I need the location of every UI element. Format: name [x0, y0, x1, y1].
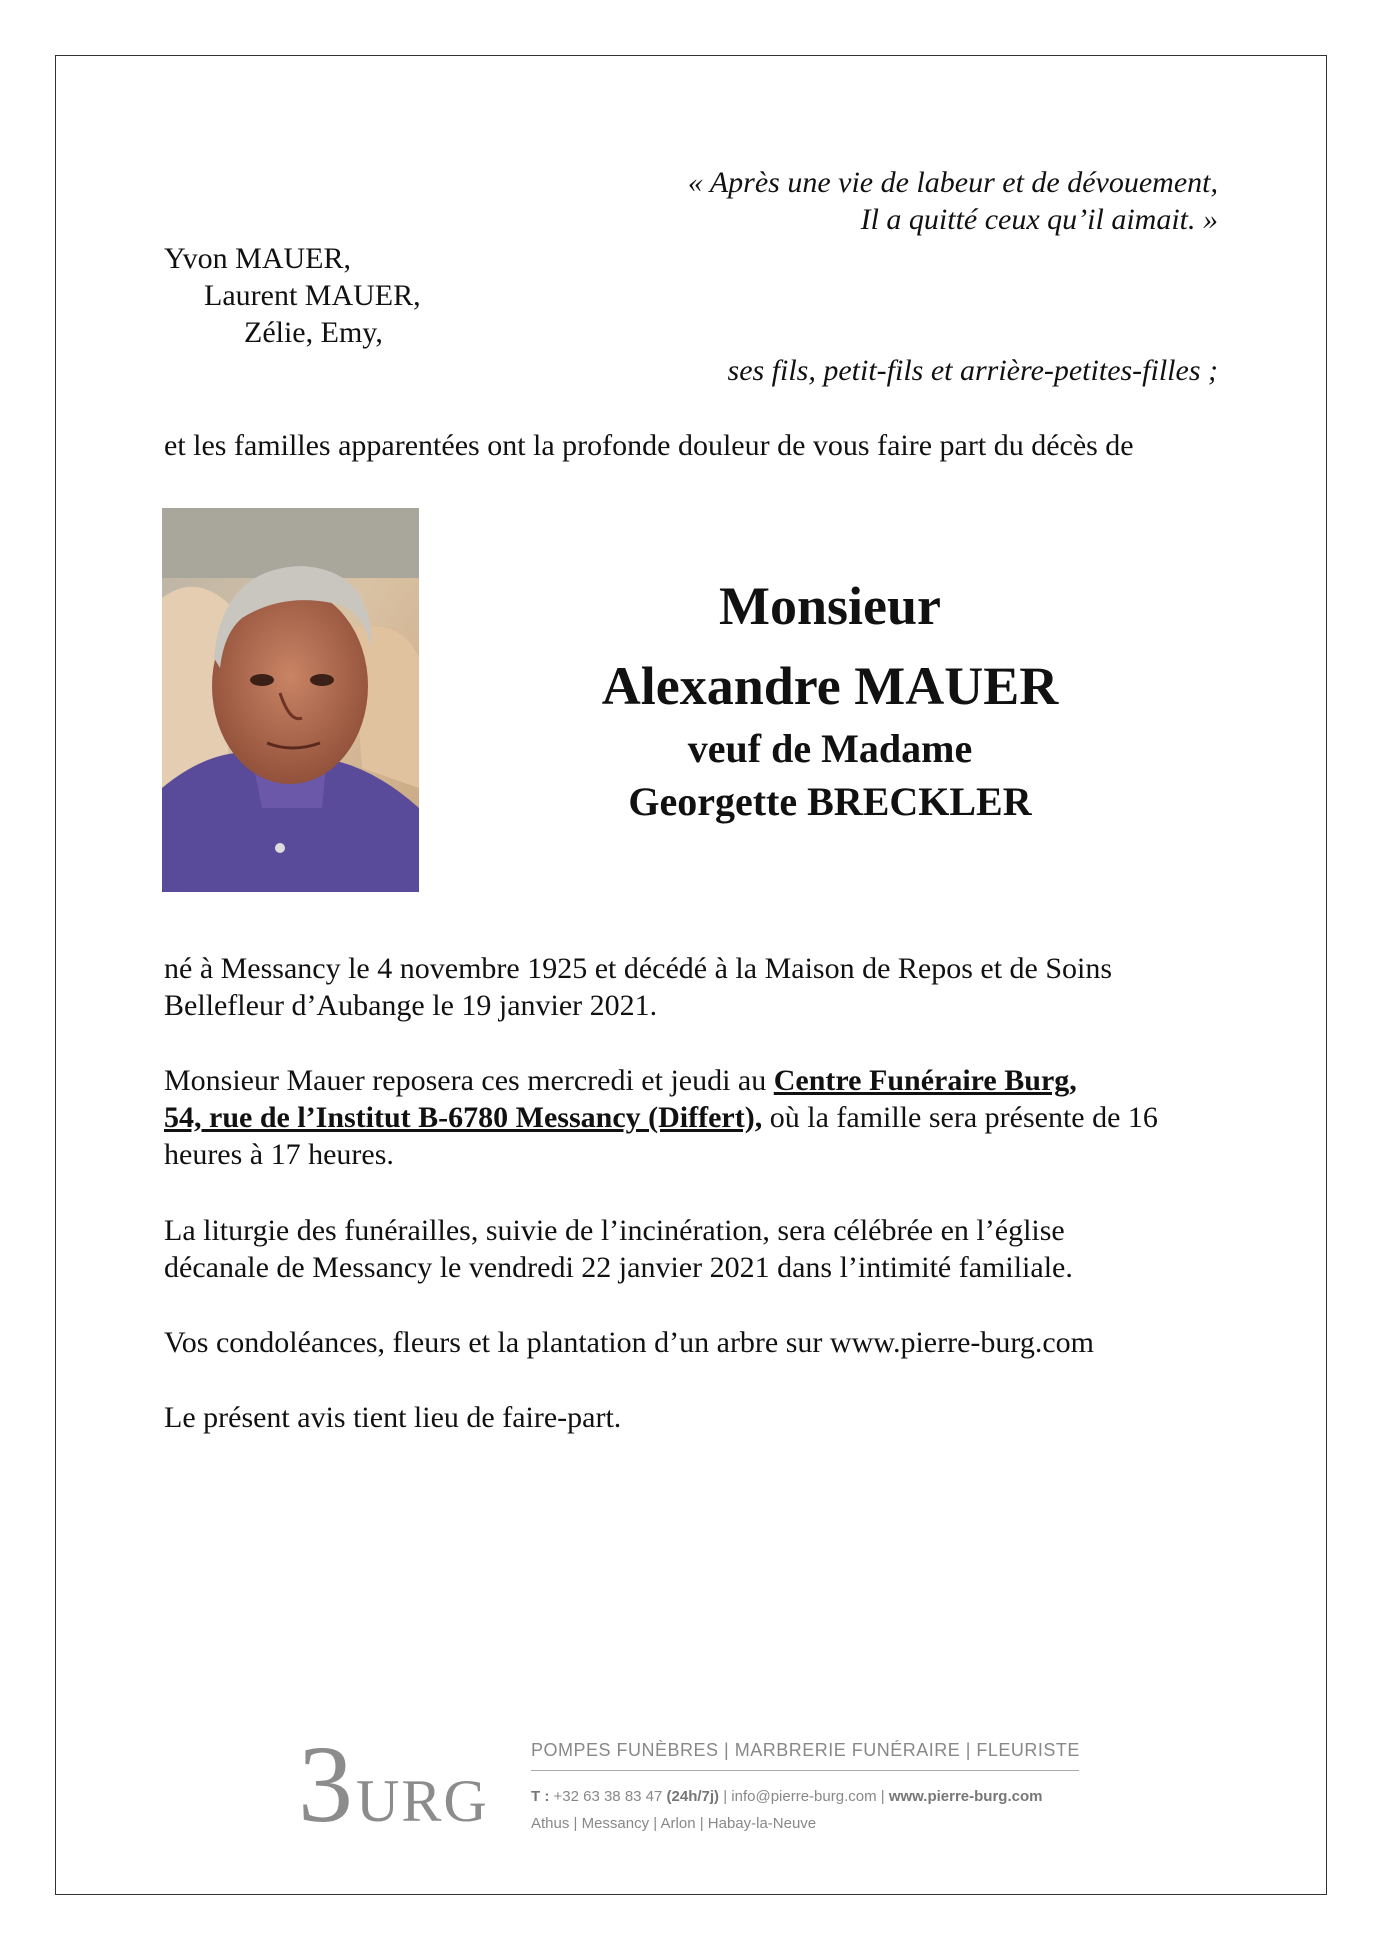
family-name-3: Zélie, Emy, — [244, 316, 383, 349]
visitation-text — [164, 1062, 1184, 1173]
footer-locations: Athus | Messancy | Arlon | Habay-la-Neuve — [531, 1815, 817, 1832]
deceased-title: Monsieur — [719, 576, 941, 636]
burg-logo — [298, 1733, 488, 1833]
quote-line-1: « Après une vie de labeur et de dévouement, — [687, 166, 1218, 199]
footer-services: POMPES FUNÈBRES | MARBRERIE FUNÉRAIRE | FLEURISTE — [531, 1740, 1080, 1760]
footer-contact — [531, 1788, 1042, 1805]
family-relation: ses fils, petit-fils et arrière-petites-filles ; — [727, 354, 1218, 387]
notice-text: Le présent avis tient lieu de faire-part. — [164, 1401, 622, 1434]
family-name-1: Yvon MAUER, — [164, 242, 352, 275]
portrait-photo — [162, 508, 419, 892]
family-name-2: Laurent MAUER, — [204, 279, 421, 312]
spouse-name: Georgette BRECKLER — [628, 779, 1032, 824]
visitation-suffix: où la famille sera présente de 16 heures à 17 heures. — [164, 1101, 1158, 1171]
liturgy-text: La liturgie des funérailles, suivie de l’incinération, sera célébrée en l’église décanale de Messancy le vendredi 22 janvier 2021 dans l’intimité familiale. — [164, 1214, 1073, 1284]
website-link[interactable]: www.pierre-burg.com — [888, 1788, 1043, 1805]
quote-line-2: Il a quitté ceux qu’il aimait. » — [860, 203, 1218, 236]
phone-label: T : — [531, 1788, 550, 1805]
logo-urg: URG — [356, 1768, 488, 1833]
funeral-center-address: 54, rue de l’Institut B-6780 Messancy (Differt), — [164, 1101, 763, 1134]
deceased-name: Alexandre MAUER — [601, 656, 1059, 716]
visitation-prefix: Monsieur Mauer reposera ces mercredi et jeudi au — [164, 1064, 774, 1097]
phone-hours: (24h/7j) — [666, 1788, 720, 1805]
separator: | — [723, 1788, 732, 1805]
birth-death-text: né à Messancy le 4 novembre 1925 et décédé à la Maison de Repos et de Soins Bellefleur d’Aubange le 19 janvier 2021. — [164, 952, 1113, 1022]
separator: | — [880, 1788, 889, 1805]
announcement: et les familles apparentées ont la profonde douleur de vous faire part du décès de — [164, 429, 1134, 462]
footer-divider — [531, 1770, 1079, 1771]
email-link[interactable]: info@pierre-burg.com — [731, 1788, 877, 1805]
funeral-center-name: Centre Funéraire Burg, — [773, 1064, 1077, 1097]
phone-number[interactable]: +32 63 38 83 47 — [553, 1788, 663, 1805]
widower-line: veuf de Madame — [687, 726, 973, 771]
condolences-text: Vos condoléances, fleurs et la plantation d’un arbre sur www.pierre-burg.com — [164, 1326, 1094, 1359]
logo-b: 3 — [298, 1733, 353, 1833]
